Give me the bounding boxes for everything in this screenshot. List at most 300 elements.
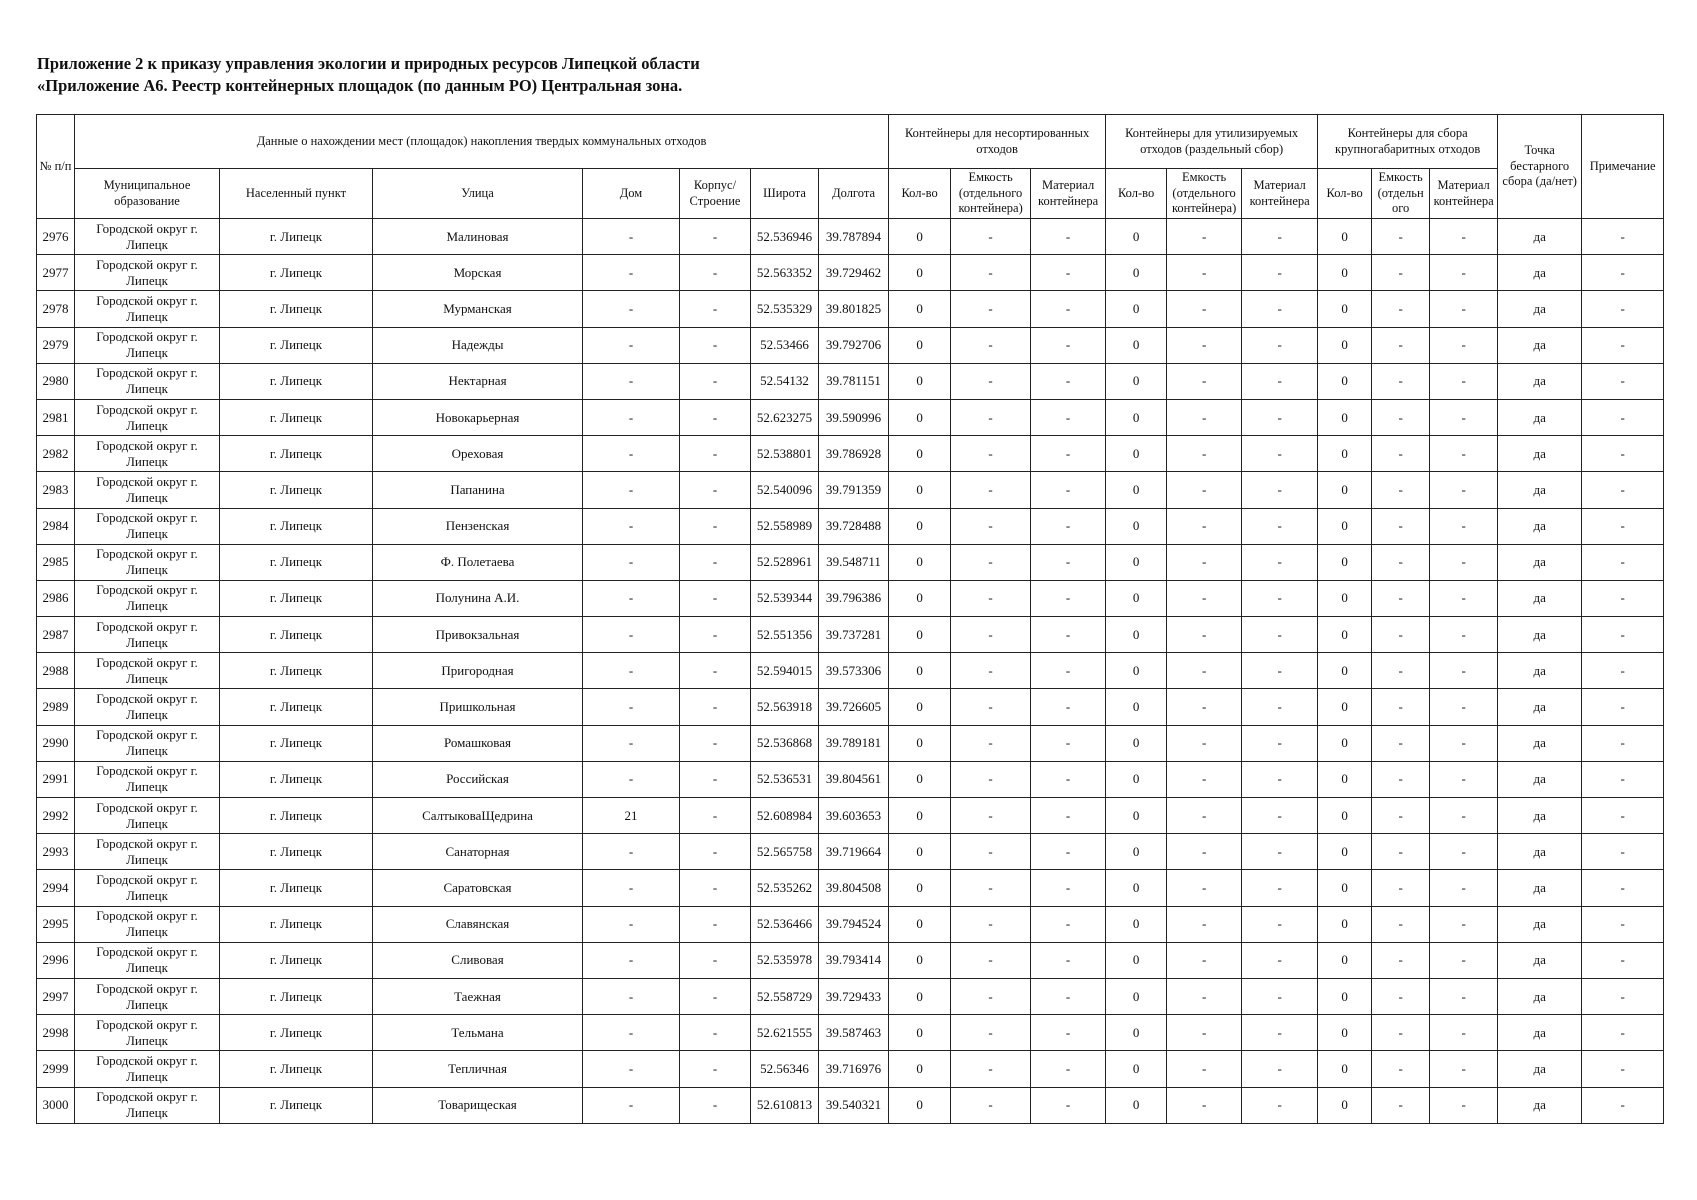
note-cell: - bbox=[1582, 798, 1664, 834]
unsorted-capacity-cell: - bbox=[951, 870, 1031, 906]
longitude-cell: 39.587463 bbox=[819, 1015, 889, 1051]
bulky-capacity-cell: - bbox=[1372, 942, 1430, 978]
unsorted-qty-cell: 0 bbox=[889, 725, 951, 761]
building-cell: - bbox=[680, 219, 751, 255]
recycle-material-cell: - bbox=[1242, 1051, 1318, 1087]
bulky-capacity-cell: - bbox=[1372, 472, 1430, 508]
building-cell: - bbox=[680, 725, 751, 761]
recycle-material-cell: - bbox=[1242, 761, 1318, 797]
bulky-capacity-cell: - bbox=[1372, 653, 1430, 689]
unsorted-material-cell: - bbox=[1031, 255, 1106, 291]
bulky-qty-cell: 0 bbox=[1318, 942, 1372, 978]
bulky-qty-cell: 0 bbox=[1318, 978, 1372, 1014]
bulky-capacity-cell: - bbox=[1372, 436, 1430, 472]
house-cell: - bbox=[583, 472, 680, 508]
street-cell: Полунина А.И. bbox=[373, 580, 583, 616]
bulky-qty-cell: 0 bbox=[1318, 580, 1372, 616]
bulky-capacity-cell: - bbox=[1372, 870, 1430, 906]
bulky-capacity-cell: - bbox=[1372, 1051, 1430, 1087]
street-cell: Новокарьерная bbox=[373, 399, 583, 435]
house-cell: - bbox=[583, 942, 680, 978]
street-cell: Ореховая bbox=[373, 436, 583, 472]
row-number-cell: 2998 bbox=[37, 1015, 75, 1051]
unsorted-qty-cell: 0 bbox=[889, 544, 951, 580]
settlement-cell: г. Липецк bbox=[220, 834, 373, 870]
unsorted-material-cell: - bbox=[1031, 508, 1106, 544]
recycle-qty-cell: 0 bbox=[1106, 1015, 1167, 1051]
bulky-material-cell: - bbox=[1430, 399, 1498, 435]
recycle-material-cell: - bbox=[1242, 327, 1318, 363]
longitude-cell: 39.603653 bbox=[819, 798, 889, 834]
street-cell: Надежды bbox=[373, 327, 583, 363]
latitude-cell: 52.535262 bbox=[751, 870, 819, 906]
bagless-point-cell: да bbox=[1498, 978, 1582, 1014]
recycle-material-cell: - bbox=[1242, 436, 1318, 472]
longitude-cell: 39.729433 bbox=[819, 978, 889, 1014]
municipality-cell: Городской округ г. Липецк bbox=[75, 978, 220, 1014]
recycle-qty-cell: 0 bbox=[1106, 327, 1167, 363]
recycle-capacity-cell: - bbox=[1167, 508, 1242, 544]
longitude-cell: 39.573306 bbox=[819, 653, 889, 689]
row-number-cell: 2982 bbox=[37, 436, 75, 472]
bagless-point-cell: да bbox=[1498, 472, 1582, 508]
settlement-cell: г. Липецк bbox=[220, 291, 373, 327]
recycle-material-cell: - bbox=[1242, 399, 1318, 435]
header-latitude: Широта bbox=[751, 169, 819, 219]
settlement-cell: г. Липецк bbox=[220, 942, 373, 978]
table-row bbox=[37, 363, 1664, 399]
house-cell: - bbox=[583, 327, 680, 363]
building-cell: - bbox=[680, 399, 751, 435]
bagless-point-cell: да bbox=[1498, 1051, 1582, 1087]
document-title bbox=[37, 53, 700, 97]
row-number-cell: 2992 bbox=[37, 798, 75, 834]
table-row bbox=[37, 544, 1664, 580]
recycle-capacity-cell: - bbox=[1167, 1087, 1242, 1123]
settlement-cell: г. Липецк bbox=[220, 761, 373, 797]
recycle-material-cell: - bbox=[1242, 580, 1318, 616]
longitude-cell: 39.726605 bbox=[819, 689, 889, 725]
unsorted-qty-cell: 0 bbox=[889, 219, 951, 255]
unsorted-capacity-cell: - bbox=[951, 834, 1031, 870]
table-row bbox=[37, 1051, 1664, 1087]
recycle-capacity-cell: - bbox=[1167, 399, 1242, 435]
longitude-cell: 39.796386 bbox=[819, 580, 889, 616]
unsorted-material-cell: - bbox=[1031, 761, 1106, 797]
bulky-capacity-cell: - bbox=[1372, 363, 1430, 399]
latitude-cell: 52.623275 bbox=[751, 399, 819, 435]
unsorted-material-cell: - bbox=[1031, 906, 1106, 942]
table-row bbox=[37, 798, 1664, 834]
row-number-cell: 2986 bbox=[37, 580, 75, 616]
row-number-cell: 2988 bbox=[37, 653, 75, 689]
street-cell: Пензенская bbox=[373, 508, 583, 544]
bulky-material-cell: - bbox=[1430, 870, 1498, 906]
unsorted-qty-cell: 0 bbox=[889, 653, 951, 689]
recycle-qty-cell: 0 bbox=[1106, 978, 1167, 1014]
municipality-cell: Городской округ г. Липецк bbox=[75, 906, 220, 942]
recycle-qty-cell: 0 bbox=[1106, 219, 1167, 255]
note-cell: - bbox=[1582, 978, 1664, 1014]
unsorted-capacity-cell: - bbox=[951, 761, 1031, 797]
street-cell: Сливовая bbox=[373, 942, 583, 978]
recycle-capacity-cell: - bbox=[1167, 689, 1242, 725]
bagless-point-cell: да bbox=[1498, 725, 1582, 761]
recycle-qty-cell: 0 bbox=[1106, 870, 1167, 906]
unsorted-material-cell: - bbox=[1031, 219, 1106, 255]
recycle-material-cell: - bbox=[1242, 978, 1318, 1014]
table-row bbox=[37, 580, 1664, 616]
longitude-cell: 39.804561 bbox=[819, 761, 889, 797]
note-cell: - bbox=[1582, 327, 1664, 363]
recycle-capacity-cell: - bbox=[1167, 942, 1242, 978]
recycle-material-cell: - bbox=[1242, 653, 1318, 689]
note-cell: - bbox=[1582, 508, 1664, 544]
latitude-cell: 52.565758 bbox=[751, 834, 819, 870]
settlement-cell: г. Липецк bbox=[220, 472, 373, 508]
header-unsorted-material: Материал контейнера bbox=[1031, 169, 1106, 219]
settlement-cell: г. Липецк bbox=[220, 689, 373, 725]
longitude-cell: 39.804508 bbox=[819, 870, 889, 906]
unsorted-qty-cell: 0 bbox=[889, 870, 951, 906]
building-cell: - bbox=[680, 327, 751, 363]
table-row bbox=[37, 617, 1664, 653]
house-cell: - bbox=[583, 978, 680, 1014]
unsorted-qty-cell: 0 bbox=[889, 942, 951, 978]
row-number-cell: 2980 bbox=[37, 363, 75, 399]
unsorted-qty-cell: 0 bbox=[889, 327, 951, 363]
row-number-cell: 2984 bbox=[37, 508, 75, 544]
street-cell: Пришкольная bbox=[373, 689, 583, 725]
settlement-cell: г. Липецк bbox=[220, 725, 373, 761]
bulky-material-cell: - bbox=[1430, 798, 1498, 834]
bulky-material-cell: - bbox=[1430, 1015, 1498, 1051]
recycle-capacity-cell: - bbox=[1167, 255, 1242, 291]
unsorted-qty-cell: 0 bbox=[889, 798, 951, 834]
house-cell: - bbox=[583, 580, 680, 616]
bulky-qty-cell: 0 bbox=[1318, 1087, 1372, 1123]
longitude-cell: 39.716976 bbox=[819, 1051, 889, 1087]
unsorted-material-cell: - bbox=[1031, 1087, 1106, 1123]
settlement-cell: г. Липецк bbox=[220, 798, 373, 834]
house-cell: - bbox=[583, 761, 680, 797]
bagless-point-cell: да bbox=[1498, 399, 1582, 435]
latitude-cell: 52.536946 bbox=[751, 219, 819, 255]
municipality-cell: Городской округ г. Липецк bbox=[75, 436, 220, 472]
bulky-material-cell: - bbox=[1430, 761, 1498, 797]
recycle-material-cell: - bbox=[1242, 798, 1318, 834]
unsorted-qty-cell: 0 bbox=[889, 1051, 951, 1087]
house-cell: 21 bbox=[583, 798, 680, 834]
unsorted-material-cell: - bbox=[1031, 870, 1106, 906]
municipality-cell: Городской округ г. Липецк bbox=[75, 508, 220, 544]
recycle-material-cell: - bbox=[1242, 1087, 1318, 1123]
municipality-cell: Городской округ г. Липецк bbox=[75, 1087, 220, 1123]
table-row bbox=[37, 942, 1664, 978]
street-cell: Ф. Полетаева bbox=[373, 544, 583, 580]
header-settlement: Населенный пункт bbox=[220, 169, 373, 219]
building-cell: - bbox=[680, 580, 751, 616]
header-recycle-group: Контейнеры для утилизируемых отходов (раздельный сбор) bbox=[1106, 115, 1318, 169]
unsorted-material-cell: - bbox=[1031, 580, 1106, 616]
bulky-capacity-cell: - bbox=[1372, 798, 1430, 834]
unsorted-capacity-cell: - bbox=[951, 725, 1031, 761]
house-cell: - bbox=[583, 653, 680, 689]
unsorted-qty-cell: 0 bbox=[889, 255, 951, 291]
building-cell: - bbox=[680, 617, 751, 653]
bulky-capacity-cell: - bbox=[1372, 255, 1430, 291]
header-unsorted-qty: Кол-во bbox=[889, 169, 951, 219]
unsorted-capacity-cell: - bbox=[951, 1051, 1031, 1087]
building-cell: - bbox=[680, 834, 751, 870]
bulky-material-cell: - bbox=[1430, 363, 1498, 399]
bulky-material-cell: - bbox=[1430, 219, 1498, 255]
latitude-cell: 52.539344 bbox=[751, 580, 819, 616]
recycle-material-cell: - bbox=[1242, 617, 1318, 653]
note-cell: - bbox=[1582, 870, 1664, 906]
bulky-qty-cell: 0 bbox=[1318, 1051, 1372, 1087]
recycle-qty-cell: 0 bbox=[1106, 942, 1167, 978]
unsorted-qty-cell: 0 bbox=[889, 1087, 951, 1123]
unsorted-capacity-cell: - bbox=[951, 689, 1031, 725]
street-cell: Товарищеская bbox=[373, 1087, 583, 1123]
unsorted-material-cell: - bbox=[1031, 834, 1106, 870]
recycle-material-cell: - bbox=[1242, 508, 1318, 544]
municipality-cell: Городской округ г. Липецк bbox=[75, 653, 220, 689]
longitude-cell: 39.786928 bbox=[819, 436, 889, 472]
street-cell: Пригородная bbox=[373, 653, 583, 689]
bulky-capacity-cell: - bbox=[1372, 906, 1430, 942]
header-longitude: Долгота bbox=[819, 169, 889, 219]
recycle-capacity-cell: - bbox=[1167, 219, 1242, 255]
building-cell: - bbox=[680, 255, 751, 291]
unsorted-capacity-cell: - bbox=[951, 1015, 1031, 1051]
unsorted-capacity-cell: - bbox=[951, 617, 1031, 653]
bulky-qty-cell: 0 bbox=[1318, 725, 1372, 761]
building-cell: - bbox=[680, 363, 751, 399]
municipality-cell: Городской округ г. Липецк bbox=[75, 544, 220, 580]
unsorted-material-cell: - bbox=[1031, 942, 1106, 978]
unsorted-qty-cell: 0 bbox=[889, 363, 951, 399]
municipality-cell: Городской округ г. Липецк bbox=[75, 761, 220, 797]
recycle-material-cell: - bbox=[1242, 219, 1318, 255]
bulky-qty-cell: 0 bbox=[1318, 870, 1372, 906]
note-cell: - bbox=[1582, 1051, 1664, 1087]
unsorted-qty-cell: 0 bbox=[889, 761, 951, 797]
house-cell: - bbox=[583, 870, 680, 906]
bagless-point-cell: да bbox=[1498, 508, 1582, 544]
street-cell: Мурманская bbox=[373, 291, 583, 327]
bulky-qty-cell: 0 bbox=[1318, 291, 1372, 327]
recycle-material-cell: - bbox=[1242, 942, 1318, 978]
row-number-cell: 2985 bbox=[37, 544, 75, 580]
recycle-material-cell: - bbox=[1242, 834, 1318, 870]
recycle-qty-cell: 0 bbox=[1106, 436, 1167, 472]
note-cell: - bbox=[1582, 219, 1664, 255]
latitude-cell: 52.563352 bbox=[751, 255, 819, 291]
municipality-cell: Городской округ г. Липецк bbox=[75, 689, 220, 725]
bulky-material-cell: - bbox=[1430, 436, 1498, 472]
building-cell: - bbox=[680, 291, 751, 327]
street-cell: Морская bbox=[373, 255, 583, 291]
note-cell: - bbox=[1582, 653, 1664, 689]
settlement-cell: г. Липецк bbox=[220, 436, 373, 472]
header-street: Улица bbox=[373, 169, 583, 219]
bulky-qty-cell: 0 bbox=[1318, 472, 1372, 508]
building-cell: - bbox=[680, 1087, 751, 1123]
unsorted-capacity-cell: - bbox=[951, 436, 1031, 472]
street-cell: СалтыковаЩедрина bbox=[373, 798, 583, 834]
recycle-capacity-cell: - bbox=[1167, 363, 1242, 399]
unsorted-capacity-cell: - bbox=[951, 798, 1031, 834]
header-recycle-capacity: Емкость (отдельного контейнера) bbox=[1167, 169, 1242, 219]
unsorted-material-cell: - bbox=[1031, 689, 1106, 725]
bulky-material-cell: - bbox=[1430, 689, 1498, 725]
building-cell: - bbox=[680, 870, 751, 906]
note-cell: - bbox=[1582, 1087, 1664, 1123]
bagless-point-cell: да bbox=[1498, 327, 1582, 363]
recycle-qty-cell: 0 bbox=[1106, 1051, 1167, 1087]
recycle-material-cell: - bbox=[1242, 255, 1318, 291]
settlement-cell: г. Липецк bbox=[220, 399, 373, 435]
house-cell: - bbox=[583, 363, 680, 399]
recycle-qty-cell: 0 bbox=[1106, 544, 1167, 580]
building-cell: - bbox=[680, 942, 751, 978]
building-cell: - bbox=[680, 761, 751, 797]
bagless-point-cell: да bbox=[1498, 1015, 1582, 1051]
longitude-cell: 39.787894 bbox=[819, 219, 889, 255]
latitude-cell: 52.621555 bbox=[751, 1015, 819, 1051]
unsorted-material-cell: - bbox=[1031, 291, 1106, 327]
table-body bbox=[37, 219, 1664, 1124]
bulky-capacity-cell: - bbox=[1372, 617, 1430, 653]
bulky-capacity-cell: - bbox=[1372, 580, 1430, 616]
unsorted-capacity-cell: - bbox=[951, 906, 1031, 942]
recycle-capacity-cell: - bbox=[1167, 436, 1242, 472]
table-row bbox=[37, 725, 1664, 761]
bulky-capacity-cell: - bbox=[1372, 1087, 1430, 1123]
longitude-cell: 39.548711 bbox=[819, 544, 889, 580]
house-cell: - bbox=[583, 1015, 680, 1051]
recycle-capacity-cell: - bbox=[1167, 798, 1242, 834]
settlement-cell: г. Липецк bbox=[220, 653, 373, 689]
recycle-qty-cell: 0 bbox=[1106, 472, 1167, 508]
bulky-capacity-cell: - bbox=[1372, 399, 1430, 435]
table-row bbox=[37, 219, 1664, 255]
row-number-cell: 2993 bbox=[37, 834, 75, 870]
table-header bbox=[37, 115, 1664, 219]
settlement-cell: г. Липецк bbox=[220, 219, 373, 255]
unsorted-material-cell: - bbox=[1031, 327, 1106, 363]
recycle-material-cell: - bbox=[1242, 725, 1318, 761]
recycle-material-cell: - bbox=[1242, 906, 1318, 942]
table-row bbox=[37, 399, 1664, 435]
building-cell: - bbox=[680, 906, 751, 942]
unsorted-material-cell: - bbox=[1031, 544, 1106, 580]
recycle-capacity-cell: - bbox=[1167, 544, 1242, 580]
building-cell: - bbox=[680, 472, 751, 508]
house-cell: - bbox=[583, 834, 680, 870]
recycle-capacity-cell: - bbox=[1167, 870, 1242, 906]
latitude-cell: 52.536466 bbox=[751, 906, 819, 942]
note-cell: - bbox=[1582, 617, 1664, 653]
table-row bbox=[37, 689, 1664, 725]
bulky-material-cell: - bbox=[1430, 291, 1498, 327]
bulky-qty-cell: 0 bbox=[1318, 906, 1372, 942]
building-cell: - bbox=[680, 978, 751, 1014]
recycle-capacity-cell: - bbox=[1167, 834, 1242, 870]
bulky-qty-cell: 0 bbox=[1318, 834, 1372, 870]
table-row bbox=[37, 327, 1664, 363]
recycle-qty-cell: 0 bbox=[1106, 798, 1167, 834]
street-cell: Привокзальная bbox=[373, 617, 583, 653]
bulky-capacity-cell: - bbox=[1372, 508, 1430, 544]
unsorted-capacity-cell: - bbox=[951, 653, 1031, 689]
note-cell: - bbox=[1582, 399, 1664, 435]
bagless-point-cell: да bbox=[1498, 219, 1582, 255]
note-cell: - bbox=[1582, 1015, 1664, 1051]
note-cell: - bbox=[1582, 580, 1664, 616]
longitude-cell: 39.729462 bbox=[819, 255, 889, 291]
bagless-point-cell: да bbox=[1498, 580, 1582, 616]
longitude-cell: 39.792706 bbox=[819, 327, 889, 363]
table-row bbox=[37, 255, 1664, 291]
row-number-cell: 3000 bbox=[37, 1087, 75, 1123]
bagless-point-cell: да bbox=[1498, 436, 1582, 472]
note-cell: - bbox=[1582, 472, 1664, 508]
unsorted-qty-cell: 0 bbox=[889, 580, 951, 616]
bulky-capacity-cell: - bbox=[1372, 834, 1430, 870]
settlement-cell: г. Липецк bbox=[220, 1015, 373, 1051]
bulky-material-cell: - bbox=[1430, 1087, 1498, 1123]
unsorted-capacity-cell: - bbox=[951, 978, 1031, 1014]
header-house: Дом bbox=[583, 169, 680, 219]
street-cell: Таежная bbox=[373, 978, 583, 1014]
note-cell: - bbox=[1582, 291, 1664, 327]
latitude-cell: 52.528961 bbox=[751, 544, 819, 580]
header-municipality: Муниципальное образование bbox=[75, 169, 220, 219]
unsorted-capacity-cell: - bbox=[951, 363, 1031, 399]
recycle-material-cell: - bbox=[1242, 472, 1318, 508]
row-number-cell: 2990 bbox=[37, 725, 75, 761]
bulky-capacity-cell: - bbox=[1372, 978, 1430, 1014]
header-bulky-capacity: Емкость (отдельн ого bbox=[1372, 169, 1430, 219]
bagless-point-cell: да bbox=[1498, 870, 1582, 906]
latitude-cell: 52.536868 bbox=[751, 725, 819, 761]
longitude-cell: 39.793414 bbox=[819, 942, 889, 978]
latitude-cell: 52.56346 bbox=[751, 1051, 819, 1087]
latitude-cell: 52.535978 bbox=[751, 942, 819, 978]
note-cell: - bbox=[1582, 363, 1664, 399]
recycle-capacity-cell: - bbox=[1167, 617, 1242, 653]
latitude-cell: 52.551356 bbox=[751, 617, 819, 653]
bulky-capacity-cell: - bbox=[1372, 291, 1430, 327]
bulky-material-cell: - bbox=[1430, 544, 1498, 580]
bulky-material-cell: - bbox=[1430, 255, 1498, 291]
municipality-cell: Городской округ г. Липецк bbox=[75, 798, 220, 834]
unsorted-material-cell: - bbox=[1031, 798, 1106, 834]
bulky-qty-cell: 0 bbox=[1318, 436, 1372, 472]
bulky-qty-cell: 0 bbox=[1318, 689, 1372, 725]
latitude-cell: 52.536531 bbox=[751, 761, 819, 797]
unsorted-capacity-cell: - bbox=[951, 942, 1031, 978]
building-cell: - bbox=[680, 689, 751, 725]
unsorted-capacity-cell: - bbox=[951, 291, 1031, 327]
unsorted-capacity-cell: - bbox=[951, 327, 1031, 363]
header-bagless-point: Точка бестарного сбора (да/нет) bbox=[1498, 115, 1582, 219]
unsorted-capacity-cell: - bbox=[951, 219, 1031, 255]
row-number-cell: 2997 bbox=[37, 978, 75, 1014]
